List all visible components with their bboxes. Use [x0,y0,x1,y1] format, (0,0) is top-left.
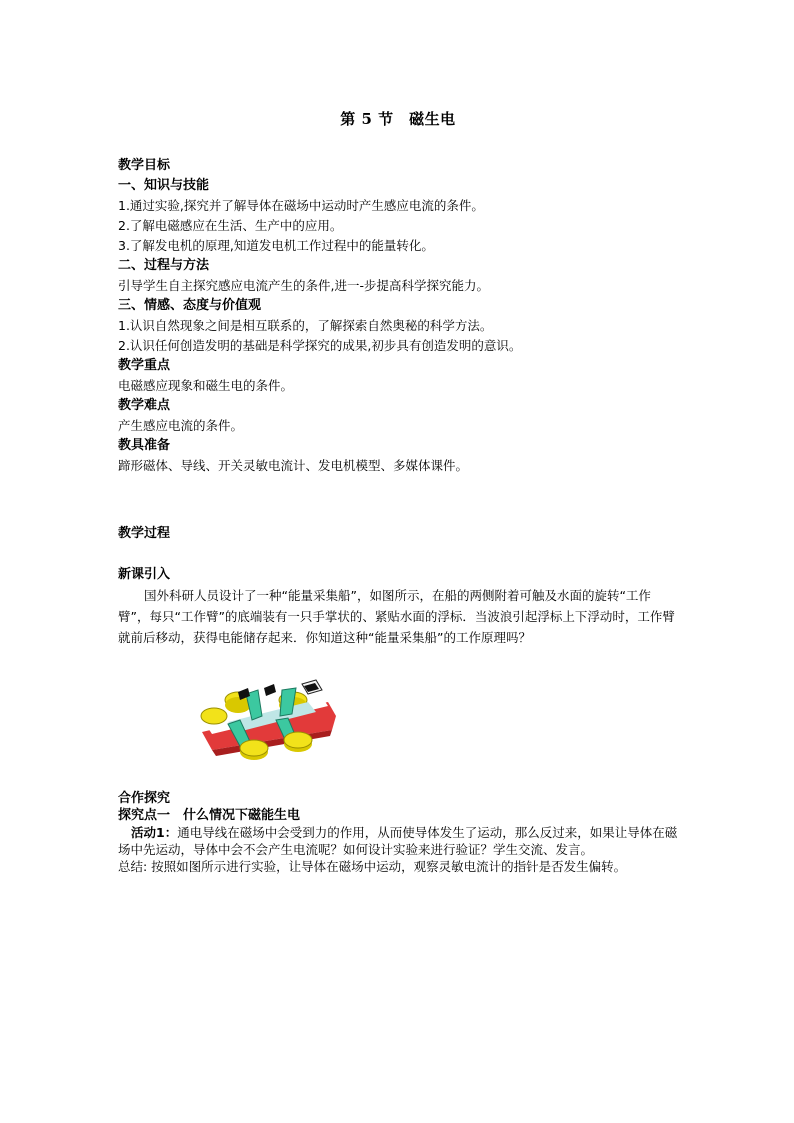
goals-heading: 教学目标 [118,158,171,173]
activity-paragraph [118,824,678,858]
section-2-text: 引导学生自主探究感应电流产生的条件,进一-步提高科学探究能力。 [118,278,489,293]
section-2-heading: 二、过程与方法 [118,258,210,273]
goals-section [118,156,678,476]
goal-item: 2.认识任何创造发明的基础是科学探究的成果,初步具有创造发明的意识。 [118,338,522,353]
goal-item: 3.了解发电机的原理,知道发电机工作过程中的能量转化。 [118,238,434,253]
process-heading: 教学过程 [118,526,171,541]
goal-item: 2.了解电磁感应在生活、生产中的应用。 [118,218,343,233]
difficulty-text: 产生感应电流的条件。 [118,418,244,433]
activity-label: 活动1： [131,825,178,840]
coop-heading: 合作探究 [118,791,171,806]
tools-heading: 教具准备 [118,438,171,453]
section-1-heading: 一、知识与技能 [118,178,210,193]
page-title: 第 5 节 磁生电 [340,110,456,128]
tools-text: 蹄形磁体、导线、开关灵敏电流计、发电机模型、多媒体课件。 [118,458,469,473]
activity-text: 通电导线在磁场中会受到力的作用，从而使导体发生了运动，那么反过来，如果让导体在磁场中先运动，导体中会不会产生电流呢？如何设计实验来进行验证？学生交流、发言。 [118,825,678,857]
summary-text: 总结: 按照如图所示进行实验，让导体在磁场中运动，观察灵敏电流计的指针是否发生偏转。 [118,859,627,874]
difficulty-heading: 教学难点 [118,398,171,413]
intro-section [118,565,678,648]
section-3-heading: 三、情感、态度与价值观 [118,298,262,313]
key-heading: 教学重点 [118,358,171,373]
key-text: 电磁感应现象和磁生电的条件。 [118,378,294,393]
goal-item: 1.认识自然现象之间是相互联系的，了解探索自然奥秘的科学方法。 [118,318,493,333]
energy-harvesting-ship-image [198,672,338,768]
goal-item: 1.通过实验,探究并了解导体在磁场中运动时产生感应电流的条件。 [118,198,484,213]
intro-heading: 新课引入 [118,567,171,582]
intro-text: 国外科研人员设计了一种“能量采集船”，如图所示，在船的两侧附着可触及水面的旋转“工作臂”，每只“工作臂”的底端装有一只手掌状的、紧贴水面的浮标．当波浪引起浮标上下浮动时，工作臂就前后移动，获得电能储存起来．你知道这种“能量采集船”的工作原理吗？ [118,588,675,645]
explore-point-heading: 探究点一 什么情况下磁能生电 [118,808,301,823]
coop-section [118,790,678,875]
